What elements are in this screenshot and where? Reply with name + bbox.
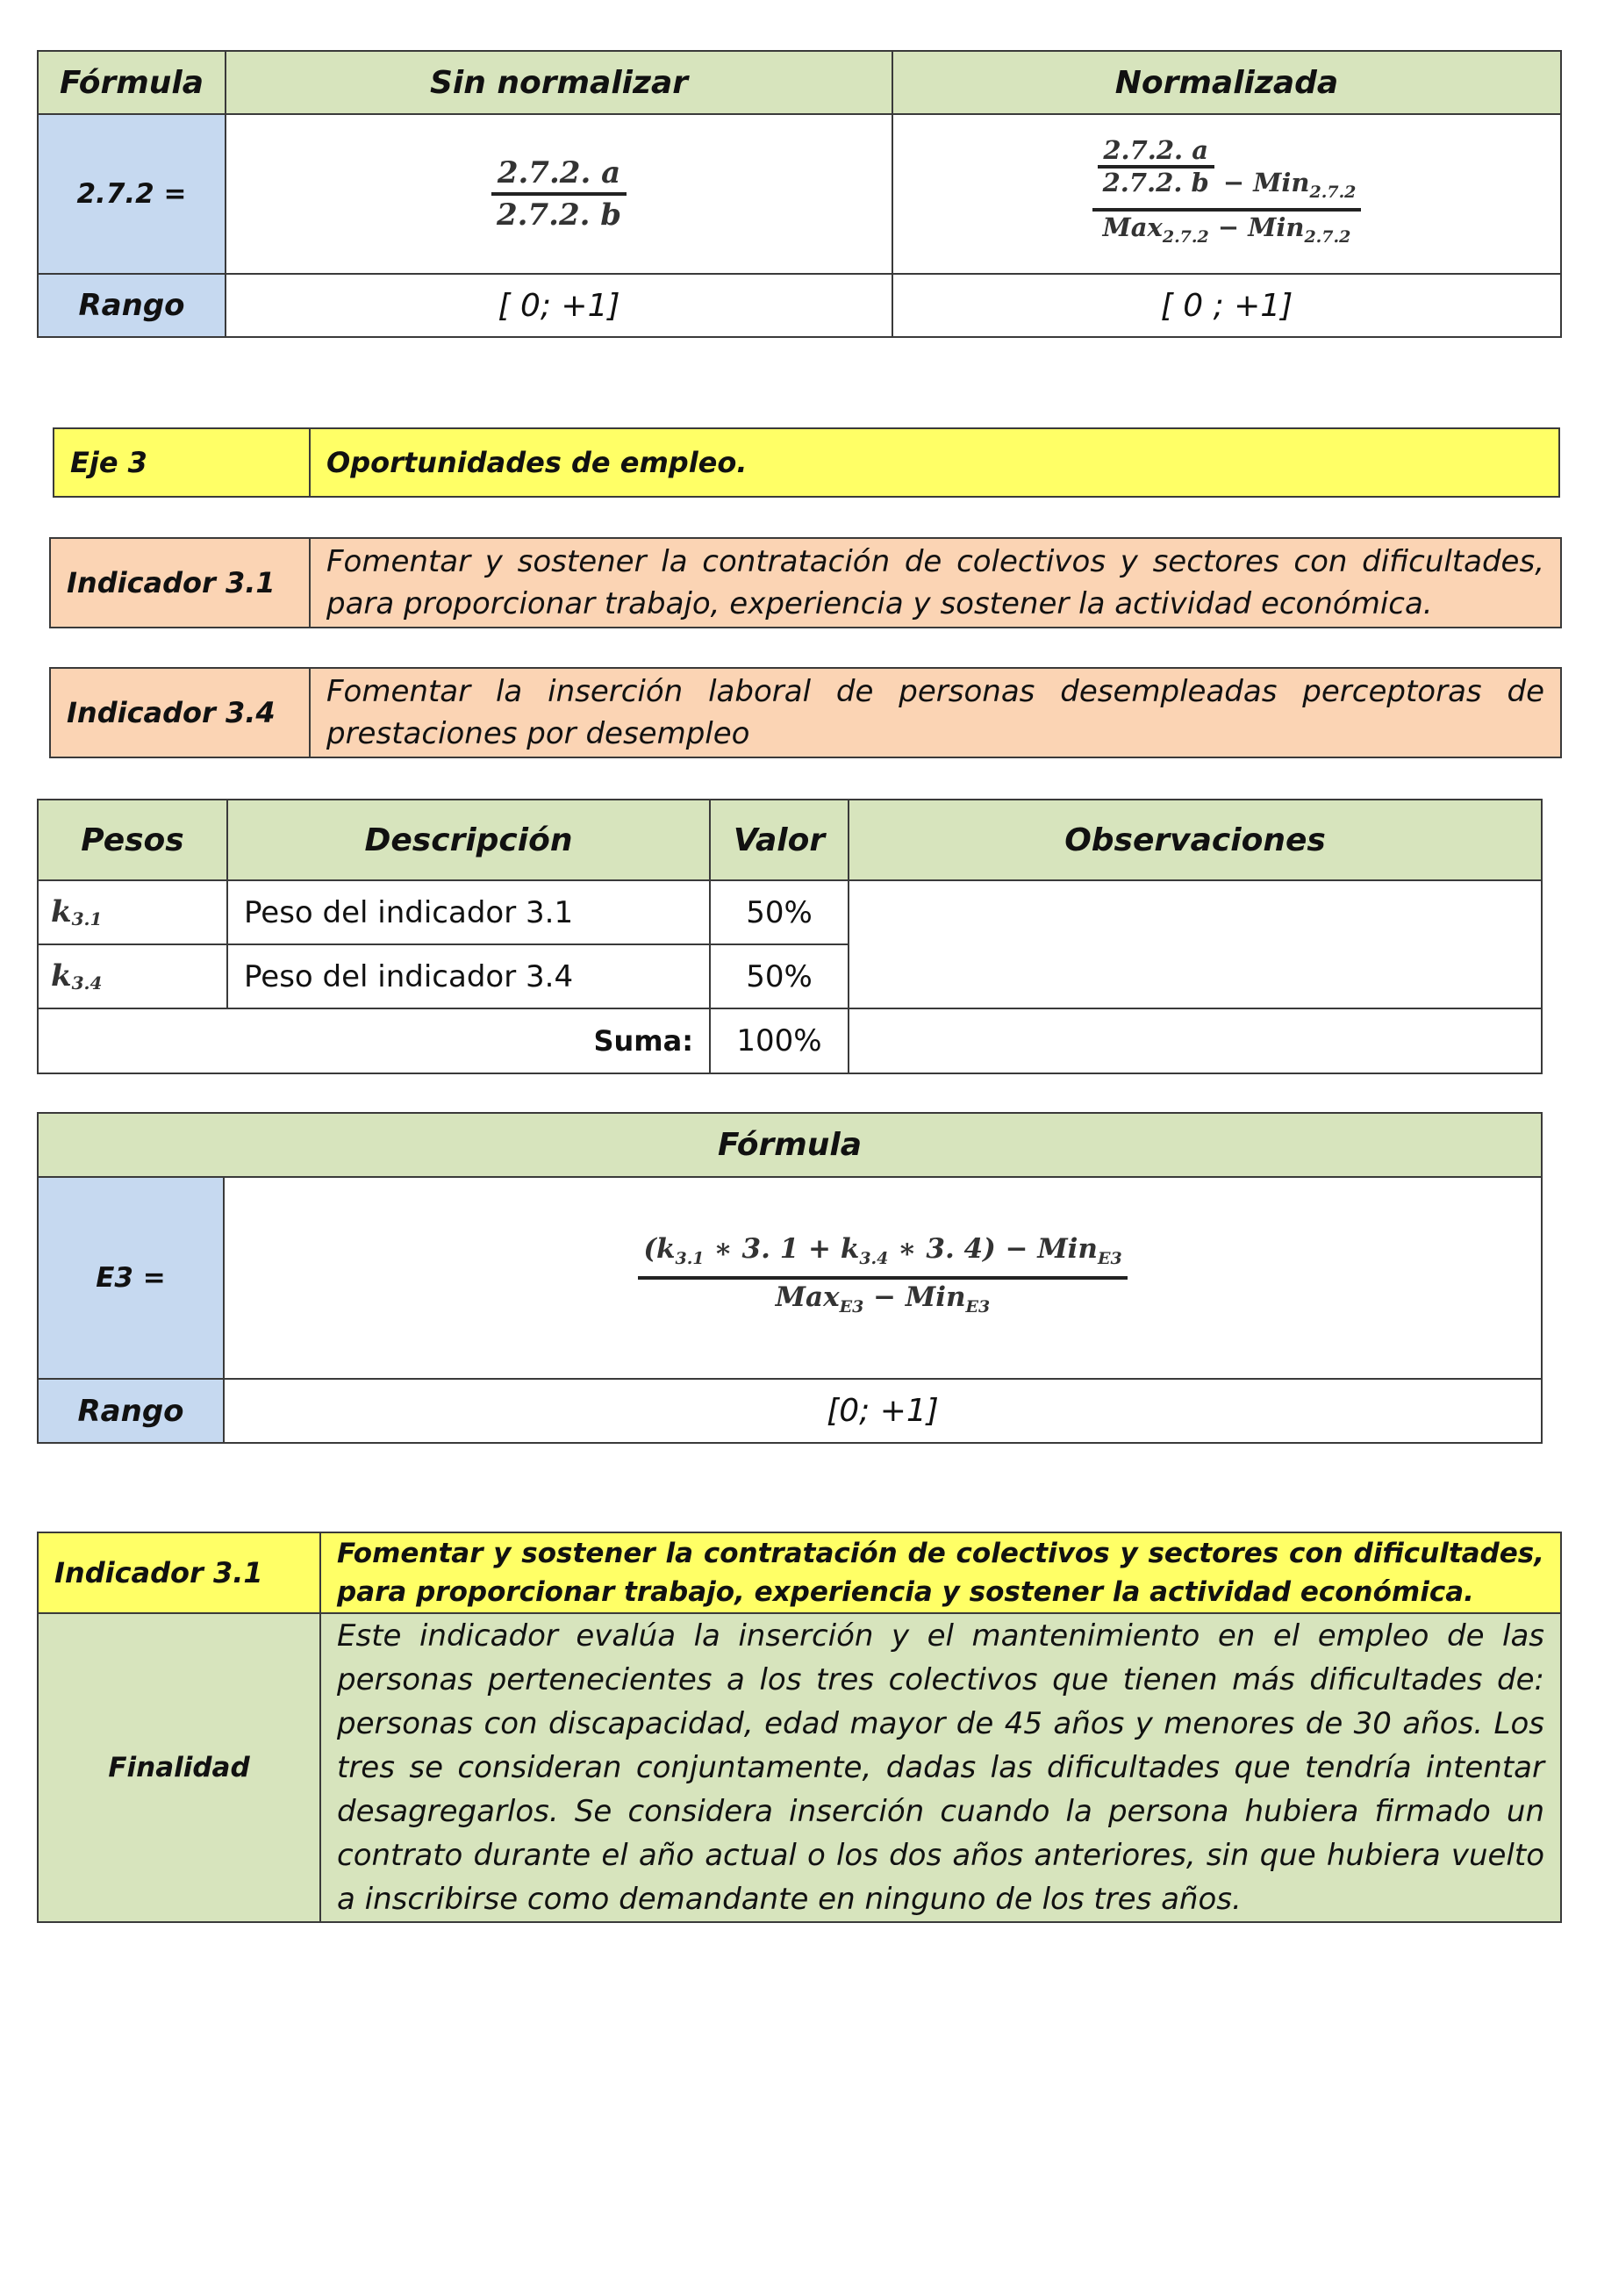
rango-normalizada: [ 0 ; +1] [892, 274, 1561, 337]
indicador-34-label: Indicador 3.4 [50, 668, 310, 757]
formula-normalizada [892, 114, 1561, 274]
pesos-table [37, 799, 1543, 1074]
rango-label-272: Rango [38, 274, 226, 337]
norm-den-max: Max [1102, 212, 1163, 242]
header-valor: Valor [710, 800, 849, 880]
norm-minus-min: − Min [1222, 167, 1310, 197]
e3-numerator: ($k_{3.1}$ ∗ 3. $1 + k_{3.4}$ ∗ 3. 4) − Min$_{E3}$ [638, 1231, 1127, 1280]
peso-k34: $k_{3.4}$ [38, 944, 227, 1008]
norm-den-min: − Min [1217, 212, 1305, 242]
formula-e3-header: Fórmula [38, 1113, 1542, 1177]
norm-den-max-sub: 2.7.2 [1162, 226, 1209, 247]
norm-den-min-sub: 2.7.2 [1304, 226, 1351, 247]
header-sin-normalizar: Sin normalizar [226, 51, 892, 114]
rango-e3: [0; +1] [224, 1379, 1542, 1443]
observaciones-cell [849, 880, 1542, 1008]
finalidad-label: Finalidad [38, 1613, 320, 1922]
suma-label: Suma: [38, 1008, 710, 1073]
detail-indicador-title: Fomentar y sostener la contratación de colectivos y sectores con dificultades, para proporcionar trabajo, experiencia y sostener la actividad económica. [320, 1532, 1561, 1613]
header-normalizada: Normalizada [892, 51, 1561, 114]
indicador-34-text: Fomentar la inserción laboral de personas desempleadas perceptoras de prestaciones por desempleo [310, 668, 1561, 757]
formula-sin-normalizar [226, 114, 892, 274]
norm-inner-numerator: 2.7.2. a [1098, 136, 1214, 169]
peso-k31: $k_{3.1}$ [38, 880, 227, 944]
indicador-34-table [49, 667, 1562, 758]
sin-denominator: 2.7.2. b [496, 197, 622, 233]
norm-minus-min-sub: 2.7.2 [1309, 182, 1357, 202]
header-pesos: Pesos [38, 800, 227, 880]
eje3-text: Oportunidades de empleo. [310, 428, 1559, 497]
row-label-272: 2.7.2 = [38, 114, 226, 274]
eje3-label: Eje 3 [54, 428, 310, 497]
indicador-31-text: Fomentar y sostener la contratación de colectivos y sectores con dificultades, para proporcionar trabajo, experiencia y sostener la actividad económica. [310, 538, 1561, 628]
norm-inner-denominator: 2.7.2. b [1102, 167, 1209, 197]
rango-sin-normalizar: [ 0; +1] [226, 274, 892, 337]
formula-e3 [224, 1177, 1542, 1379]
formula-e3-table [37, 1112, 1543, 1444]
sin-numerator: 2.7.2. a [491, 154, 627, 196]
peso-valor-34: 50% [710, 944, 849, 1008]
peso-valor-31: 50% [710, 880, 849, 944]
header-formula: Fórmula [38, 51, 226, 114]
suma-valor: 100% [710, 1008, 849, 1073]
indicador-31-detail-table [37, 1532, 1562, 1923]
indicador-31-table [49, 537, 1562, 628]
table-row [38, 880, 1542, 944]
finalidad-text: Este indicador evalúa la inserción y el mantenimiento en el empleo de las personas pertenecientes a los tres colectivos que tienen más dificultades de: personas con discapacidad, edad mayor de 45 años y menores de 30 años. Los tres se consideran conjuntamente, dadas las dificultades que tendría intentar desagregarlos. Se considera inserción cuando la persona hubiera firmado un contrato durante el año actual o los dos años anteriores, sin que hubiera vuelto a inscribirse como demandante en ninguno de los tres años. [320, 1613, 1561, 1922]
detail-indicador-label: Indicador 3.1 [38, 1532, 320, 1613]
header-observaciones: Observaciones [849, 800, 1542, 880]
suma-observaciones [849, 1008, 1542, 1073]
peso-desc-31: Peso del indicador 3.1 [227, 880, 710, 944]
peso-desc-34: Peso del indicador 3.4 [227, 944, 710, 1008]
e3-denominator: Max$_{E3}$ − Min$_{E3}$ [775, 1281, 991, 1317]
eje3-table [53, 427, 1560, 498]
formula-272-table [37, 50, 1562, 338]
rango-label-e3: Rango [38, 1379, 224, 1443]
row-label-e3: E3 = [38, 1177, 224, 1379]
indicador-31-label: Indicador 3.1 [50, 538, 310, 628]
header-descripcion: Descripción [227, 800, 710, 880]
